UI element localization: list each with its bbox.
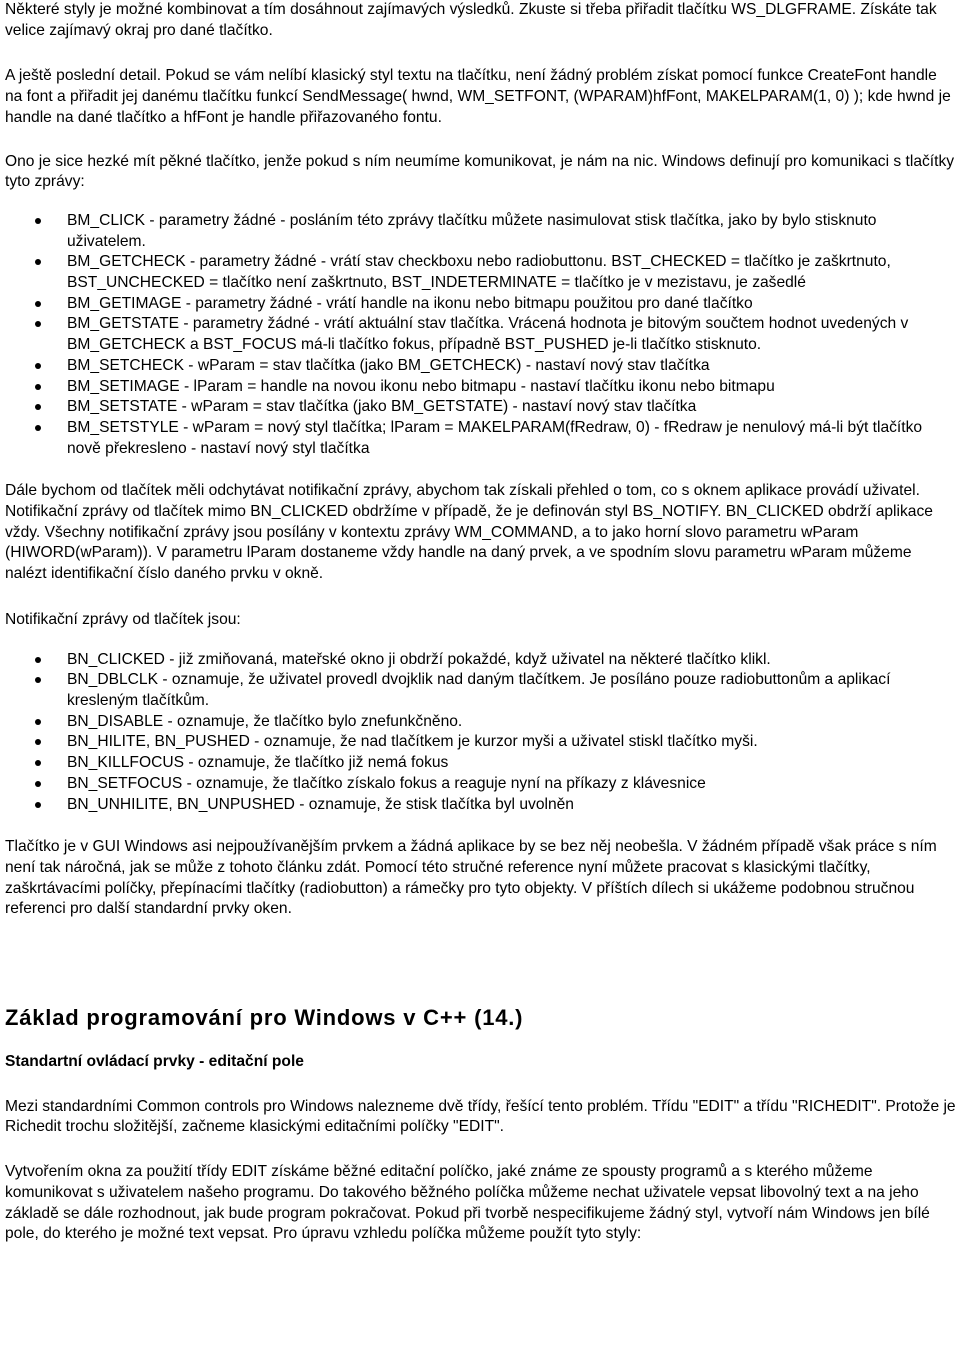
list-item: BM_SETIMAGE - lParam = handle na novou ikonu nebo bitmapu - nastaví tlačítku ikonu nebo bitmapu (5, 377, 957, 398)
list-item: BM_GETCHECK - parametry žádné - vrátí stav checkboxu nebo radiobuttonu. BST_CHECKED = tlačítko je zaškrtnuto, BST_UNCHECKED = tlačítko není zaškrtnuto, BST_INDETERMINATE = tlačítko je v mezistavu, je zašedlé (5, 252, 957, 293)
intro-paragraph-2: A ještě poslední detail. Pokud se vám nelíbí klasický styl textu na tlačítku, není žádný problém získat pomocí funkce CreateFont handle na font a přiřadit jej danému tlačítku funkcí SendMessage( hwnd, WM_SETFONT, (WPARAM)hfFont, MAKELPARAM(1, 0) ); kde hwnd je handle na dané tlačítko a hfFont je handle přiřazovaného fontu. (5, 67, 951, 126)
article-paragraph-1: Mezi standardními Common controls pro Windows nalezneme dvě třídy, řešící tento problém. Třídu "EDIT" a třídu "RICHEDIT". Protože je Richedit trochu složitější, začneme klasickými editačními políčky "EDIT". (5, 1097, 956, 1136)
intro-paragraph-3: Ono je sice hezké mít pěkné tlačítko, jenže pokud s ním neumíme komunikovat, je nám na nic. Windows definují pro komunikaci s tlačítky tyto zprávy: (5, 152, 955, 191)
list-item: BM_SETSTYLE - wParam = nový styl tlačítka; lParam = MAKELPARAM(fRedraw, 0) - fRedraw je nenulový má-li být tlačítko nově překresleno - nastaví nový styl tlačítka (5, 418, 957, 459)
closing-paragraph: Tlačítko je v GUI Windows asi nejpoužívanějším prvkem a žádná aplikace by se bez něj neobešla. V žádném případě však práce s ním není tak náročná, jak se může z tohoto článku zdát. Pomocí této stručné reference nyní můžete pracovat s klasickými tlačítky, zaškrtávacími políčky, přepínacími tlačítky (radiobutton) a rámečky pro tyto objekty. V příštích dílech si ukážeme podobnou stručnou referenci pro další standardní prvky oken. (5, 838, 937, 918)
list-item: BM_SETCHECK - wParam = stav tlačítka (jako BM_GETCHECK) - nastaví nový stav tlačítka (5, 356, 957, 377)
intro-paragraph-1: Některé styly je možné kombinovat a tím dosáhnout zajímavých výsledků. Zkuste si třeba přiřadit tlačítku WS_DLGFRAME. Získáte tak velice zajímavý okraj pro dané tlačítko. (5, 1, 937, 39)
list-item: BM_GETSTATE - parametry žádné - vrátí aktuální stav tlačítka. Vrácená hodnota je bitovým součtem hodnot uvedených v BM_GETCHECK a BST_FOCUS má-li tlačítko fokus, případně BST_PUSHED je-li tlačítko stisknuto. (5, 314, 957, 355)
article-paragraph-2: Vytvořením okna za použití třídy EDIT získáme běžné editační políčko, jaké známe ze spousty programů a s kterého můžeme komunikovat s uživatelem našeho programu. Do takového běžného políčka můžeme nechat uživatele vepsat libovolný text a na jeho základě se dále rozhodnout, jak bude program pokračovat. Pokud při tvorbě nespecifikujeme žádný styl, vytvoří nám Windows jen bílé pole, do kterého je možné text vepsat. Pro úpravu vzhledu políčka můžeme použít tyto styly: (5, 1163, 930, 1243)
list-item: BM_GETIMAGE - parametry žádné - vrátí handle na ikonu nebo bitmapu použitou pro dané tlačítko (5, 294, 957, 315)
article-title: Základ programování pro Windows v C++ (14.) (5, 1005, 524, 1031)
article-subtitle: Standartní ovládací prvky - editační pole (5, 1053, 304, 1071)
notification-list-intro: Notifikační zprávy od tlačítek jsou: (5, 610, 241, 628)
bm-message-list (5, 211, 957, 459)
list-item: BN_UNHILITE, BN_UNPUSHED - oznamuje, že stisk tlačítka byl uvolněn (5, 795, 957, 816)
list-item: BN_KILLFOCUS - oznamuje, že tlačítko již nemá fokus (5, 753, 957, 774)
bn-message-list (5, 650, 957, 816)
list-item: BN_SETFOCUS - oznamuje, že tlačítko získalo fokus a reaguje nyní na příkazy z klávesnice (5, 774, 957, 795)
notification-paragraph: Dále bychom od tlačítek měli odchytávat notifikační zprávy, abychom tak získali přehled o tom, co s oknem aplikace provádí uživatel. Notifikační zprávy od tlačítek mimo BN_CLICKED obdržíme v případě, že je definován styl BS_NOTIFY. BN_CLICKED obdrží aplikace vždy. Všechny notifikační zprávy jsou posílány v kontextu zprávy WM_COMMAND, a to jako horní slovo parametru wParam (HIWORD(wParam)). V parametru lParam dostaneme vždy handle na daný prvek, a ve spodním slovu parametru wParam můžeme nalézt identifikační číslo daného prvku v okně. (5, 482, 933, 583)
list-item: BM_CLICK - parametry žádné - posláním této zprávy tlačítku můžete nasimulovat stisk tlačítka, jako by bylo stisknuto uživatelem. (5, 211, 957, 252)
list-item: BN_DISABLE - oznamuje, že tlačítko bylo znefunkčněno. (5, 712, 957, 733)
list-item: BN_DBLCLK - oznamuje, že uživatel provedl dvojklik nad daným tlačítkem. Je posíláno pouze radiobuttonům a aplikací kresleným tlačítkům. (5, 670, 957, 711)
list-item: BM_SETSTATE - wParam = stav tlačítka (jako BM_GETSTATE) - nastaví nový stav tlačítka (5, 397, 957, 418)
list-item: BN_CLICKED - již zmiňovaná, mateřské okno ji obdrží pokaždé, když uživatel na některé tlačítko klikl. (5, 650, 957, 671)
document-page (5, 0, 957, 1245)
list-item: BN_HILITE, BN_PUSHED - oznamuje, že nad tlačítkem je kurzor myši a uživatel stiskl tlačítko myši. (5, 732, 957, 753)
